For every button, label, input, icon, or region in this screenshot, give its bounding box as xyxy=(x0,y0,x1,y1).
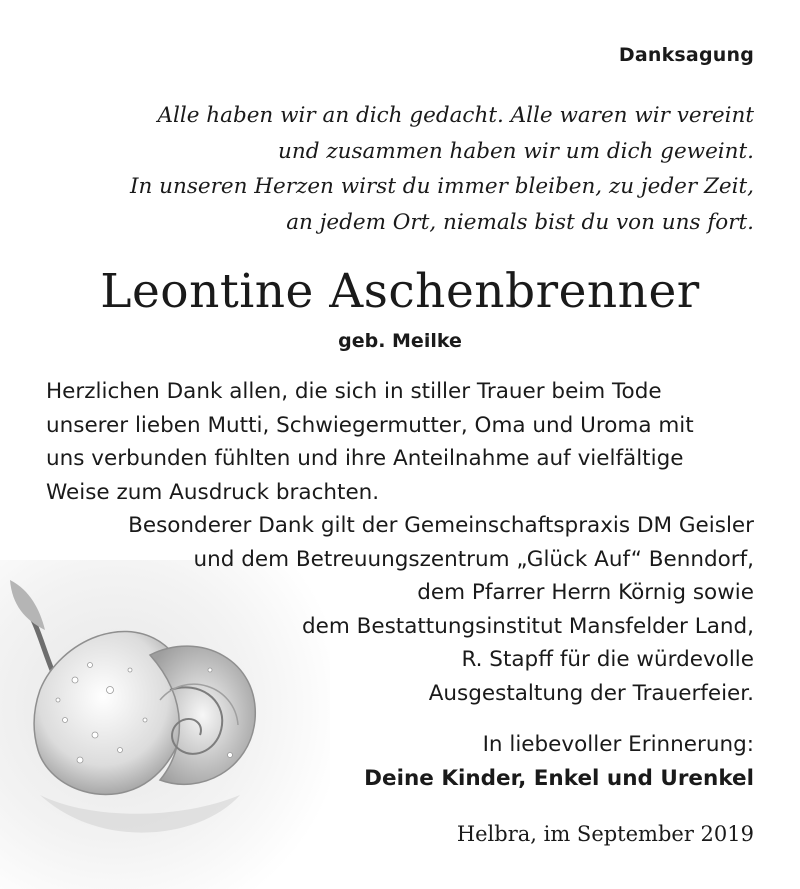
place-date: Helbra, im September 2019 xyxy=(456,822,754,846)
closing-block xyxy=(254,728,754,795)
memorial-poem xyxy=(14,98,754,240)
thanks-line: Weise zum Ausdruck brachten. xyxy=(46,479,380,505)
birth-name: geb. Meilke xyxy=(338,330,462,352)
thanks-line: Herzlichen Dank allen, die sich in stiller Trauer beim Tode xyxy=(46,379,662,404)
thanks-line: unserer lieben Mutti, Schwiegermutter, Oma und Uroma mit xyxy=(46,412,694,438)
special-thanks-line: R. Stapff für die würdevolle xyxy=(461,647,754,672)
thanks-paragraph xyxy=(46,375,766,509)
poem-line: Alle haben wir an dich gedacht. Alle waren wir vereint xyxy=(157,103,754,128)
notice-heading: Danksagung xyxy=(618,44,754,66)
remembrance-line: In liebevoller Erinnerung: xyxy=(482,732,754,757)
poem-line: In unseren Herzen wirst du immer bleiben, zu jeder Zeit, xyxy=(129,174,754,199)
special-thanks-line: Besonderer Dank gilt der Gemeinschaftspraxis DM Geisler xyxy=(128,513,754,538)
thanks-line: uns verbunden fühlten und ihre Anteilnahme auf vielfältige xyxy=(46,446,684,471)
special-thanks-line: Ausgestaltung der Trauerfeier. xyxy=(428,680,754,706)
poem-line: und zusammen haben wir um dich geweint. xyxy=(278,138,754,164)
deceased-name: Leontine Aschenbrenner xyxy=(100,264,700,319)
special-thanks-line: dem Bestattungsinstitut Mansfelder Land, xyxy=(301,613,754,639)
special-thanks-paragraph xyxy=(34,509,754,710)
poem-line: an jedem Ort, niemals bist du von uns fort. xyxy=(286,209,754,235)
special-thanks-line: und dem Betreuungszentrum „Glück Auf“ Benndorf, xyxy=(193,546,754,572)
signers-line: Deine Kinder, Enkel und Urenkel xyxy=(364,765,754,791)
special-thanks-line: dem Pfarrer Herrn Körnig sowie xyxy=(417,580,754,605)
